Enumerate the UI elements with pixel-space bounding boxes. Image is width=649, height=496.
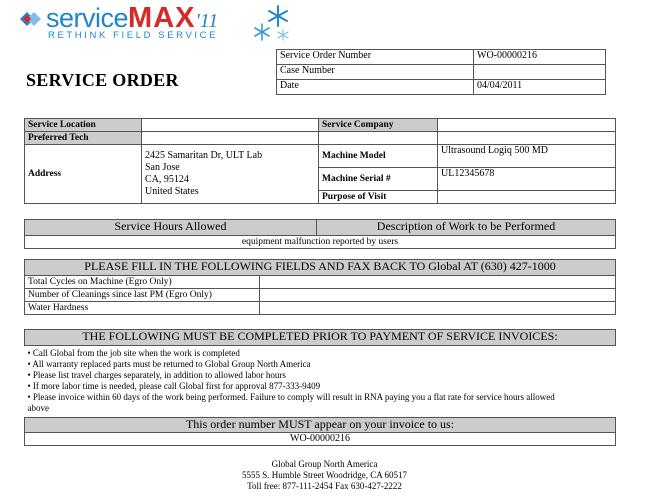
preferred-tech-label: Preferred Tech (25, 132, 142, 145)
service-company-label: Service Company (319, 119, 438, 132)
payment-heading: THE FOLLOWING MUST BE COMPLETED PRIOR TO PAYMENT OF SERVICE INVOICES: (25, 330, 616, 346)
header-value (474, 65, 606, 80)
address-line: United States (145, 186, 199, 197)
logo-max-text: MAX (128, 2, 196, 34)
header-row (277, 50, 606, 65)
purpose-label: Purpose of Visit (319, 191, 438, 204)
service-location-label: Service Location (25, 119, 142, 132)
location-table (24, 118, 616, 204)
header-label: Service Order Number (277, 50, 474, 65)
company-spacer (319, 132, 438, 145)
address-line: CA, 95124 (145, 174, 189, 185)
service-table (24, 219, 616, 249)
address-value (142, 145, 319, 204)
machine-model-label: Machine Model (319, 145, 438, 168)
machine-serial-label: Machine Serial # (319, 168, 438, 191)
service-company-value (438, 119, 616, 132)
header-value: 04/04/2011 (474, 80, 606, 95)
logo-year-text: '11 (195, 10, 219, 32)
fax-field-label: Number of Cleanings since last PM (Egro Only) (25, 289, 260, 302)
address-line: 2425 Samaritan Dr, ULT Lab (145, 150, 263, 161)
diamond-logo-icon (14, 6, 48, 32)
footer-address: 5555 S. Humble Street Woodridge, CA 60517 (241, 470, 408, 480)
header-row (277, 65, 606, 80)
bullet-item: • Call Global from the job site when the work is completed (27, 348, 240, 358)
machine-model-value: Ultrasound Logiq 500 MD (438, 145, 616, 168)
footer-phone: Toll free: 877-111-2454 Fax 630-427-2222 (247, 481, 402, 491)
snowflake-icon (250, 2, 294, 44)
preferred-tech-value (142, 132, 319, 145)
payment-requirements-table (24, 329, 616, 414)
header-row (277, 80, 606, 95)
fax-field-value (260, 276, 616, 289)
fax-fields-table (24, 259, 616, 315)
header-label: Case Number (277, 65, 474, 80)
header-value: WO-00000216 (474, 50, 606, 65)
address-label: Address (25, 145, 142, 204)
bullet-item: • Please invoice within 60 days of the work being performed. Failure to comply will result in RNA paying you a flat rate for service hours allowed above (27, 392, 555, 413)
logo-service-text: service (46, 3, 129, 33)
bullet-item: • If more labor time is needed, please call Global first for approval 877-333-9409 (27, 381, 321, 391)
order-number-value: WO-00000216 (25, 433, 616, 446)
purpose-value (438, 191, 616, 204)
service-location-value (142, 119, 319, 132)
footer (0, 459, 649, 492)
machine-serial-value: UL12345678 (438, 168, 616, 191)
logo-tagline: RETHINK FIELD SERVICE (48, 30, 219, 41)
description-label: Description of Work to be Performed (317, 220, 616, 236)
order-number-table (24, 417, 616, 446)
payment-bullets (25, 346, 616, 415)
header-label: Date (277, 80, 474, 95)
bullet-item: • Please list travel charges separately, in addition to allowed labor hours (27, 370, 286, 380)
company-spacer-value (438, 132, 616, 145)
fax-field-label: Total Cycles on Machine (Egro Only) (25, 276, 260, 289)
fax-field-label: Water Hardness (25, 302, 260, 315)
fax-field-value (260, 302, 616, 315)
order-heading: This order number MUST appear on your invoice to us: (25, 418, 616, 433)
address-line: San Jose (145, 162, 180, 173)
page-title: SERVICE ORDER (26, 70, 179, 90)
servicemax-logo (14, 4, 294, 44)
order-header-table (276, 49, 606, 95)
footer-company: Global Group North America (271, 459, 378, 469)
fax-field-value (260, 289, 616, 302)
description-value: equipment malfunction reported by users (25, 236, 616, 249)
fax-heading: PLEASE FILL IN THE FOLLOWING FIELDS AND FAX BACK TO Global AT (630) 427-1000 (25, 260, 616, 276)
service-hours-label: Service Hours Allowed (25, 220, 317, 236)
bullet-item: • All warranty replaced parts must be returned to Global Group North America (27, 359, 311, 369)
